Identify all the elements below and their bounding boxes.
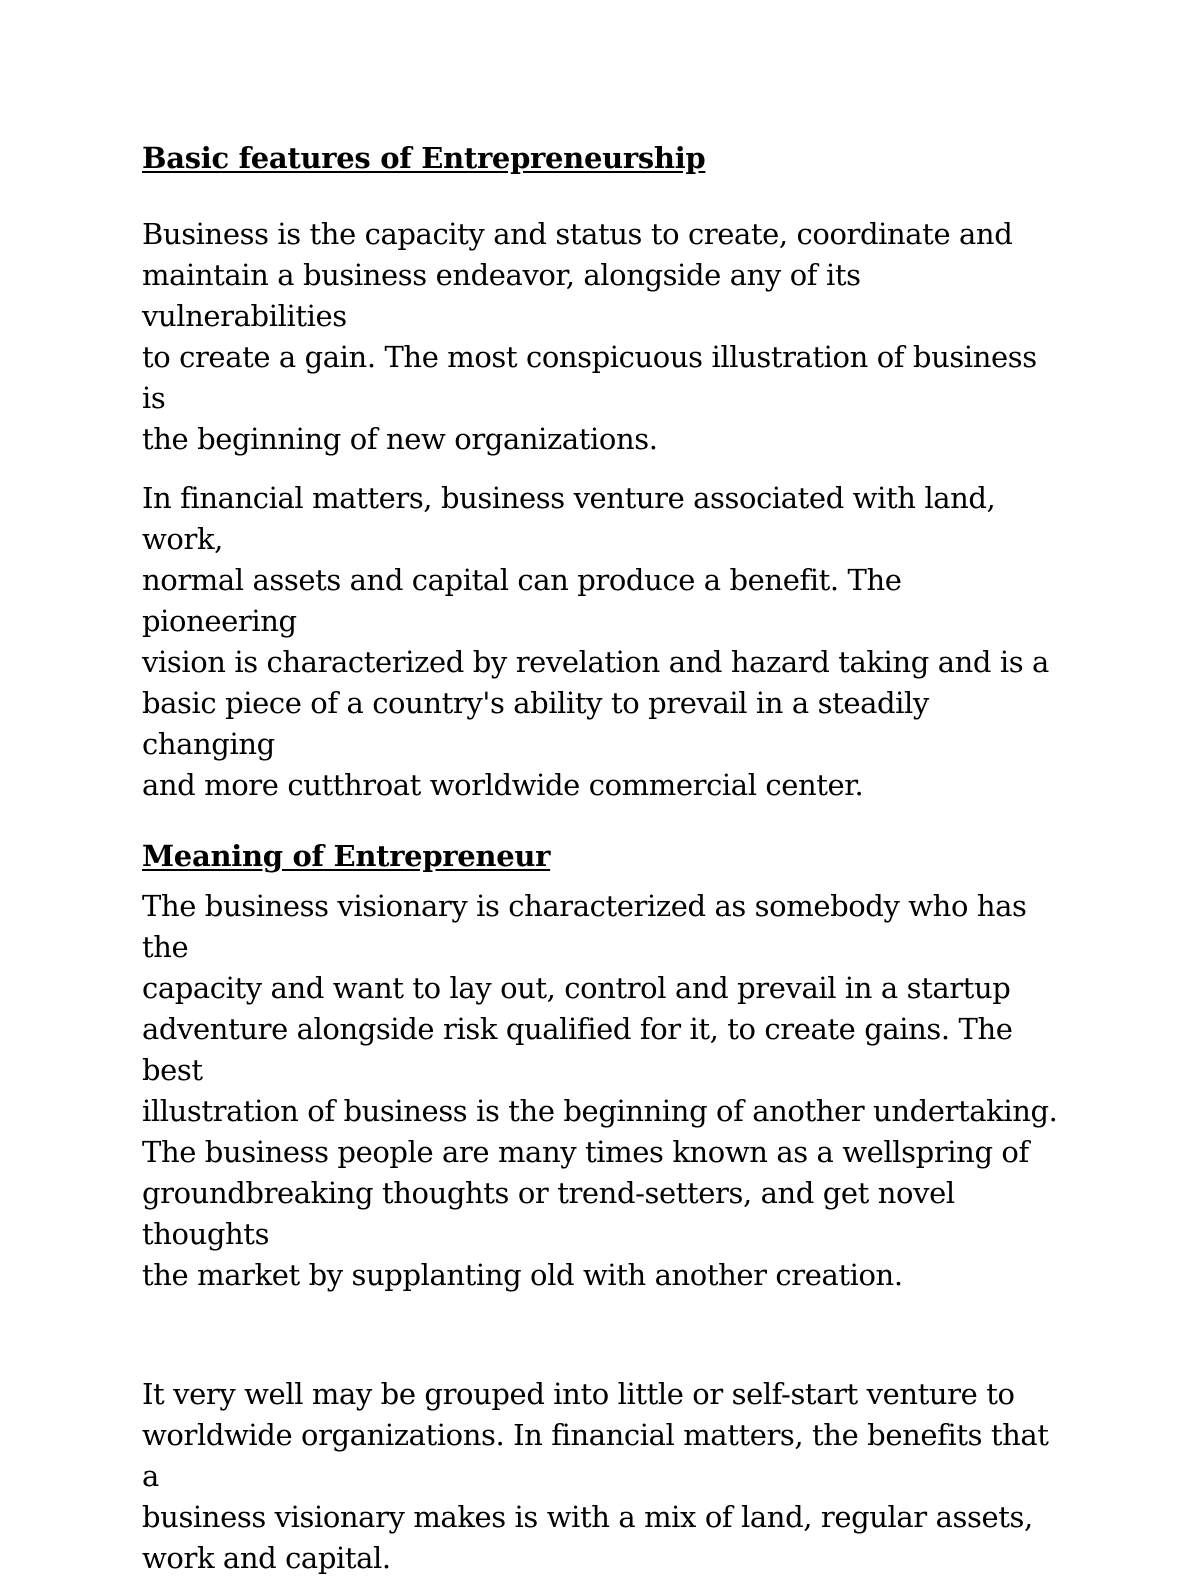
section-heading-meaning: Meaning of Entrepreneur	[142, 839, 551, 873]
document-body	[142, 138, 1062, 1579]
paragraph-grouping: It very well may be grouped into little or self-start venture to worldwide organizations. In financial matters, the benefits that a business visionary makes is with a mix of land, regular assets, work and capital.	[142, 1377, 1049, 1575]
paragraph-business-definition: Business is the capacity and status to create, coordinate and maintain a business endeavor, alongside any of its vulnerabilities to create a gain. The most conspicuous illustration of business is the beginning of new organizations.	[142, 217, 1037, 456]
paragraph-visionary-definition: The business visionary is characterized as somebody who has the capacity and want to lay out, control and prevail in a startup adventure alongside risk qualified for it, to create gains. The best illustration of business is the beginning of another undertaking. The business people are many times known as a wellspring of groundbreaking thoughts or trend-setters, and get novel thoughts the market by supplanting old with another creation.	[142, 889, 1058, 1292]
section-heading-basic-features: Basic features of Entrepreneurship	[142, 141, 706, 175]
paragraph-financial-matters: In financial matters, business venture associated with land, work, normal assets and capital can produce a benefit. The pioneering vision is characterized by revelation and hazard taking and is a basic piece of a country's ability to prevail in a steadily changing and more cutthroat worldwide commercial center.	[142, 481, 1049, 802]
